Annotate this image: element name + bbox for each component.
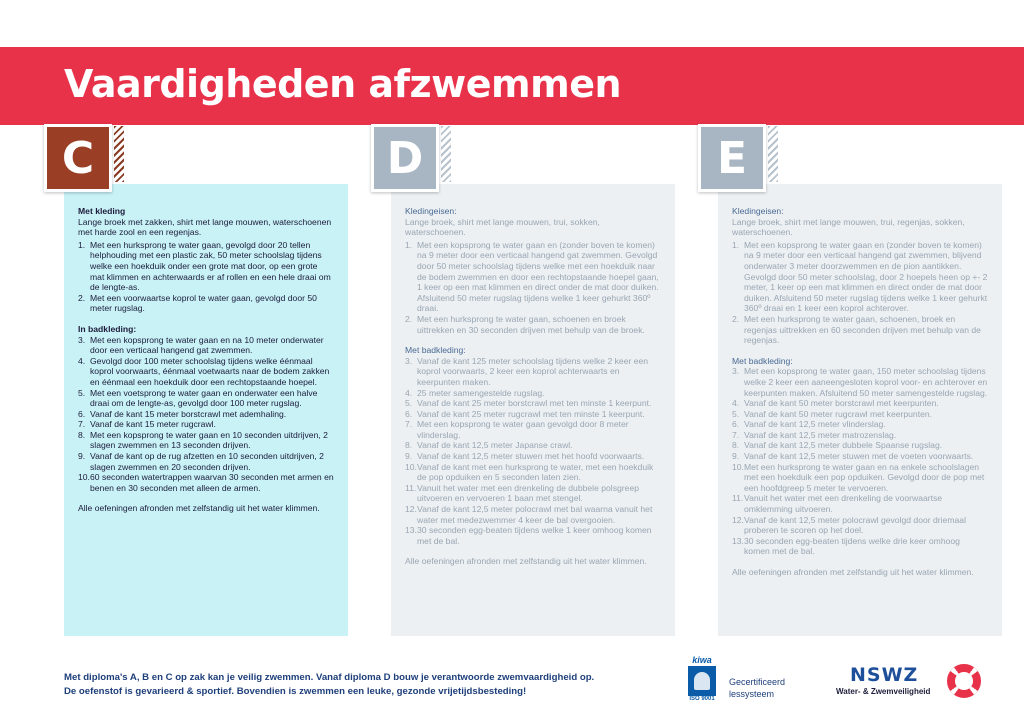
diploma-badge-e: E	[698, 124, 766, 192]
exercise-number: 3.	[732, 366, 740, 377]
section-title: Met badkleding:	[405, 345, 466, 356]
exercise-text: Vanaf de kant 15 meter borstcrawl met ademhaling.	[90, 408, 287, 419]
exercise-text: 30 seconden egg-beaten tijdens welke 1 keer omhoog komen met de bal.	[417, 525, 652, 546]
exercise-list	[405, 240, 661, 335]
nswz-logo: NSWZ	[850, 664, 919, 686]
exercise-item	[78, 293, 334, 314]
exercise-text: Gevolgd door 100 meter schoolslag tijdens welke éénmaal koprol voorwaarts, éénmaal voetwaarts naar de bodem zakken en éénmaal een hoekduik door een rechtopstaande hoepel.	[90, 355, 330, 387]
exercise-text: Vanaf de kant 25 meter borstcrawl met ten minste 1 keerpunt.	[417, 398, 652, 409]
page-title: Vaardigheden afzwemmen	[64, 62, 622, 106]
exercise-number: 6.	[405, 408, 413, 419]
exercise-number: 4.	[732, 398, 740, 409]
exercise-item	[405, 398, 661, 409]
diploma-badge-d: D	[371, 124, 439, 192]
exercise-item	[732, 398, 988, 409]
column-c	[64, 184, 348, 636]
exercise-item	[405, 409, 661, 420]
cert-line: Gecertificeerd	[729, 677, 786, 687]
exercise-text: Vanaf de kant 12,5 meter stuwen met de voeten voorwaarts.	[744, 451, 974, 462]
exercise-number: 10.	[405, 461, 417, 472]
section-title: Kledingeisen:	[405, 206, 457, 216]
exercise-text: Met een hurksprong te water gaan en na enkele schoolslagen met een hoekduik een pop opduiken. Gevolgd door de pop met een hoofdgreep 5 meter te vervoeren.	[744, 461, 985, 493]
exercise-number: 13.	[405, 525, 417, 536]
diploma-badge-c: C	[44, 124, 112, 192]
clothing-requirements: Lange broek, shirt met lange mouwen, trui, sokken, waterschoenen.	[405, 216, 600, 238]
exercise-list	[78, 240, 334, 314]
exercise-text: 25 meter samengestelde rugslag.	[417, 387, 545, 398]
exercise-number: 11.	[405, 482, 417, 493]
clothing-requirements: Lange broek, shirt met lange mouwen, trui, regenjas, sokken, waterschoenen.	[732, 216, 965, 238]
exercise-number: 12.	[405, 504, 417, 515]
cert-line: lessysteem	[729, 689, 775, 699]
exercise-item	[732, 451, 988, 462]
exercise-item	[732, 240, 988, 314]
exercise-number: 6.	[78, 408, 86, 419]
exercise-number: 3.	[405, 355, 413, 366]
exercise-item	[78, 472, 334, 493]
exercise-item	[405, 356, 661, 388]
exercise-text: Vanaf de kant 12,5 meter vlinderslag.	[744, 419, 886, 430]
clothing-requirements: Lange broek met zakken, shirt met lange mouwen, waterschoenen met harde zool en een regenjas.	[78, 216, 332, 238]
exercise-text: Met een kopsprong te water gaan en (zonder boven te komen) na 9 meter door een verticaal hangend gat zwemmen, blijvend onderwater 3 meter doorzwemmen en de pion aantikken. Gevolgd door 50 meter schoolslag, door 2 hoepels heen op +- 2 meter, 1 keer op een mat klimmen en direct onder de mat door duiken. Afsluitend 50 meter rugslag tijdens welke 1 keer gehurkt 360º draai en 1 keer een koprol achterover.	[744, 239, 988, 314]
exercise-text: Met een kopsprong te water gaan en 10 seconden uitdrijven, 2 slagen zwemmen en 13 seconden drijven.	[90, 429, 328, 451]
exercise-list	[78, 335, 334, 494]
exercise-text: Vanaf de kant 25 meter rugcrawl met ten minste 1 keerpunt.	[417, 408, 645, 419]
exercise-list	[405, 356, 661, 547]
exercise-item	[78, 335, 334, 356]
exercise-item	[78, 240, 334, 293]
exercise-item	[732, 493, 988, 514]
section-title: Met kleding	[78, 206, 126, 216]
exercise-item	[405, 314, 661, 335]
exercise-number: 11.	[732, 493, 744, 504]
exercise-number: 9.	[732, 451, 740, 462]
exercise-number: 1.	[405, 239, 413, 250]
exercise-item	[405, 462, 661, 483]
exercise-number: 7.	[405, 419, 413, 430]
exercise-text: Met een voetsprong te water gaan en onderwater een halve draai om de lengte-as, gevolgd door 100 meter rugslag.	[90, 387, 318, 409]
section-title: Kledingeisen:	[732, 206, 784, 216]
closing-note: Alle oefeningen afronden met zelfstandig uit het water klimmen.	[405, 556, 647, 567]
exercise-number: 9.	[78, 451, 86, 462]
exercise-item	[732, 409, 988, 420]
kiwa-wordmark: kiwa	[692, 655, 712, 665]
exercise-item	[405, 451, 661, 462]
exercise-number: 10.	[78, 472, 90, 483]
exercise-text: Vanaf de kant 125 meter schoolslag tijdens welke 2 keer een koprol voorwaarts, 2 keer een koprol achterwaarts en keerpunten maken.	[417, 355, 649, 387]
lifebuoy-icon	[947, 664, 981, 698]
exercise-text: Met een kopsprong te water gaan en na 10 meter onderwater door een verticaal hangend gat zwemmen.	[90, 334, 324, 356]
exercise-item	[732, 462, 988, 494]
exercise-item	[732, 314, 988, 346]
exercise-number: 4.	[405, 387, 413, 398]
exercise-number: 8.	[405, 440, 413, 451]
exercise-text: Vanuit het water met een drenkeling de voorwaartse omklemming uitvoeren.	[744, 493, 943, 515]
exercise-number: 9.	[405, 451, 413, 462]
exercise-text: Vanaf de kant 12,5 meter polocrawl gevolgd door driemaal proberen te scoren op het doel.	[744, 514, 966, 536]
exercise-text: Vanaf de kant 50 meter borstcrawl met keerpunten.	[744, 398, 939, 409]
exercise-item	[732, 536, 988, 557]
exercise-number: 7.	[78, 419, 86, 430]
exercise-item	[78, 356, 334, 388]
exercise-number: 7.	[732, 429, 740, 440]
iso-label: ISO 9001	[689, 696, 715, 702]
exercise-item	[732, 419, 988, 430]
exercise-text: Met een hurksprong te water gaan, schoenen en broek uittrekken en 30 seconden drijven met behulp van de broek.	[417, 313, 645, 335]
exercise-item	[732, 430, 988, 441]
exercise-text: Met een hurksprong te water gaan, gevolgd door 20 tellen helphouding met een plastic zak, 50 meter schoolslag tijdens welke een hoekduik onder een grote mat door, op een grote mat klimmen en achterwaards er af rollen en een hele draai om de lengte-as.	[90, 239, 331, 293]
footer-text	[64, 671, 594, 698]
exercise-list	[732, 366, 988, 557]
exercise-number: 13.	[732, 535, 744, 546]
exercise-text: 30 seconden egg-beaten tijdens welke drie keer omhoog komen met de bal.	[744, 535, 960, 557]
footer-line: Met diploma's A, B en C op zak kan je veilig zwemmen. Vanaf diploma D bouw je verantwoorde zwemvaardigheid op.	[64, 672, 595, 683]
exercise-number: 4.	[78, 355, 86, 366]
exercise-number: 8.	[732, 440, 740, 451]
exercise-text: Vanaf de kant 15 meter rugcrawl.	[90, 419, 216, 430]
exercise-item	[405, 440, 661, 451]
exercise-item	[78, 430, 334, 451]
nswz-tagline: Water- & Zwemveiligheid	[836, 687, 931, 696]
column-e	[718, 184, 1002, 636]
section-title: In badkleding:	[78, 323, 137, 334]
exercise-text: Vanaf de kant 12,5 meter dubbele Spaanse rugslag.	[744, 440, 943, 451]
kiwa-mark-icon	[688, 666, 716, 696]
exercise-text: Vanaf de kant 12,5 meter matrozenslag.	[744, 429, 897, 440]
exercise-item	[78, 451, 334, 472]
exercise-item	[405, 483, 661, 504]
exercise-text: 60 seconden watertrappen waarvan 30 seconden met armen en benen en 30 seconden met alleen de armen.	[90, 472, 334, 493]
exercise-number: 1.	[78, 239, 86, 250]
exercise-number: 2.	[78, 292, 86, 303]
exercise-text: Met een voorwaartse koprol te water gaan, gevolgd door 50 meter rugslag.	[90, 292, 317, 314]
column-d	[391, 184, 675, 636]
exercise-text: Vanaf de kant 12,5 meter Japanse crawl.	[417, 440, 573, 451]
exercise-text: Met een kopsprong te water gaan gevolgd door 8 meter vlinderslag.	[417, 419, 629, 440]
exercise-text: Vanaf de kant op de rug afzetten en 10 seconden uitdrijven, 2 slagen zwemmen en 20 seconden drijven.	[90, 451, 324, 472]
exercise-item	[732, 366, 988, 398]
exercise-text: Met een kopsprong te water gaan, 150 meter schoolslag tijdens welke 2 keer een aaneengesloten koprol voor- en achterover en keerpunten maken. Afsluitend 50 meter samengestelde rugslag.	[744, 366, 988, 398]
exercise-item	[78, 419, 334, 430]
exercise-item	[78, 409, 334, 420]
exercise-item	[405, 388, 661, 399]
exercise-item	[405, 240, 661, 314]
exercise-item	[732, 515, 988, 536]
exercise-item	[405, 525, 661, 546]
section-title: Met badkleding:	[732, 355, 793, 366]
exercise-text: Vanaf de kant 12,5 meter polocrawl met bal waarna vanuit het water met medezwemmer 4 keer de bal overgooien.	[417, 504, 653, 525]
exercise-text: Met een hurksprong te water gaan, schoenen, broek en regenjas uittrekken en 60 seconden drijven met behulp van de regenjas.	[744, 313, 981, 346]
exercise-number: 2.	[405, 313, 413, 324]
certification-text	[729, 676, 785, 700]
exercise-text: Vanaf de kant 12,5 meter stuwen met het hoofd voorwaarts.	[417, 451, 645, 462]
exercise-item	[405, 504, 661, 525]
stripe-decoration	[768, 126, 778, 182]
exercise-number: 8.	[78, 429, 86, 440]
exercise-text: Vanaf de kant 50 meter rugcrawl met keerpunten.	[744, 408, 933, 419]
stripe-decoration	[114, 126, 124, 182]
exercise-number: 5.	[78, 387, 86, 398]
exercise-text: Vanuit het water met een drenkeling de dubbele polsgreep uitvoeren en vervoeren 1 baan met stengel.	[417, 482, 639, 504]
stripe-decoration	[441, 126, 451, 182]
exercise-number: 6.	[732, 419, 740, 430]
exercise-item	[732, 440, 988, 451]
exercise-number: 1.	[732, 239, 740, 250]
closing-note: Alle oefeningen afronden met zelfstandig uit het water klimmen.	[732, 567, 974, 577]
exercise-number: 5.	[732, 408, 740, 419]
exercise-text: Vanaf de kant met een hurksprong te water, met een hoekduik de pop opduiken en 5 seconden laten zien.	[417, 461, 654, 483]
footer-line: De oefenstof is gevarieerd & sportief. Bovendien is zwemmen een leuke, gezonde vrijetijdsbesteding!	[64, 685, 527, 697]
exercise-number: 5.	[405, 398, 413, 409]
exercise-item	[405, 419, 661, 440]
exercise-number: 2.	[732, 313, 740, 324]
exercise-number: 12.	[732, 514, 744, 525]
exercise-number: 10.	[732, 461, 744, 472]
closing-note: Alle oefeningen afronden met zelfstandig uit het water klimmen.	[78, 503, 320, 514]
exercise-list	[732, 240, 988, 346]
exercise-text: Met een kopsprong te water gaan en (zonder boven te komen) na 9 meter door een verticaal hangend gat zwemmen. Gevolgd door 50 meter schoolslag tijdens welke met een hoekduik naar de bodem zwemmen en door een rechtopstaande hoepel gaan, 1 keer op een mat klimmen en direct onder de mat door duiken. Afsluitend 50 meter rugslag tijdens welke 1 keer gehurkt 360º draai.	[417, 239, 659, 314]
exercise-item	[78, 388, 334, 409]
kiwa-logo	[687, 655, 717, 707]
exercise-number: 3.	[78, 334, 86, 345]
